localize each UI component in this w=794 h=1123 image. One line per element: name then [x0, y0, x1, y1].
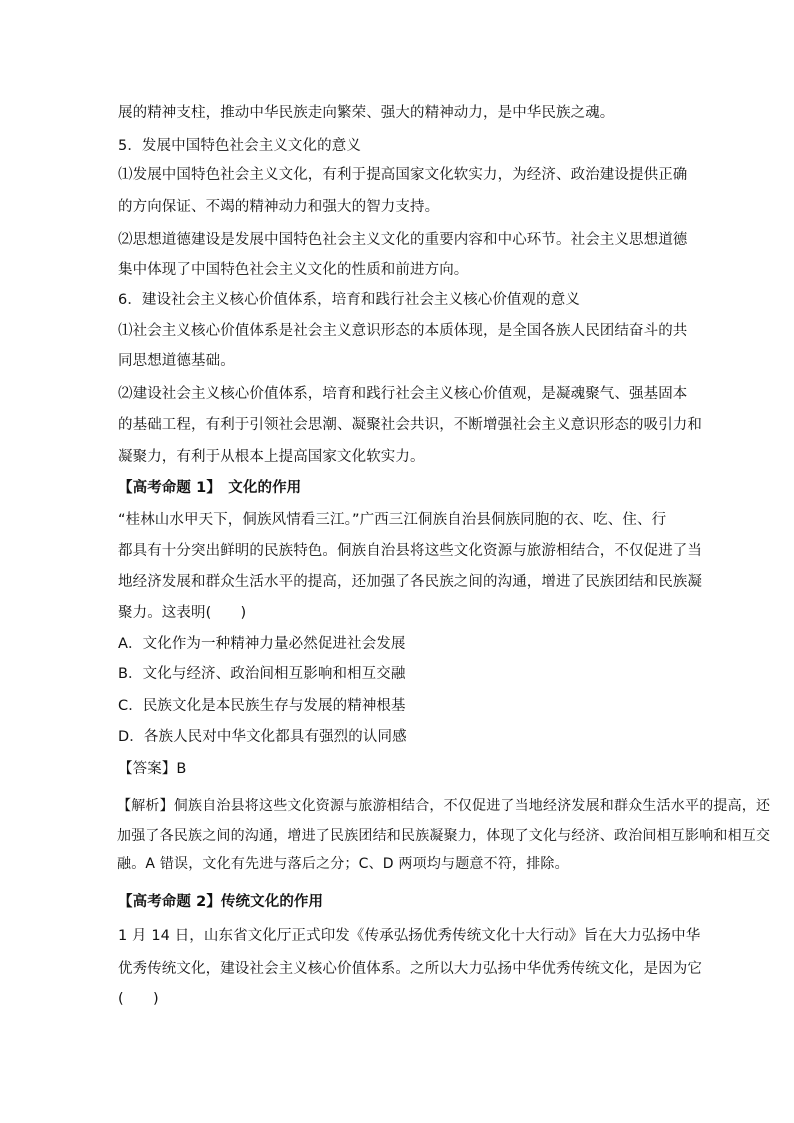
analysis-line: 加强了各民族之间的沟通，增进了民族团结和民族凝聚力，体现了文化与经济、政治间相互影响和相互交	[117, 828, 771, 844]
paragraph-line: ⑵思想道德建设是发展中国特色社会主义文化的重要内容和中心环节。社会主义思想道德	[118, 232, 688, 248]
paragraph-line: 凝聚力，有利于从根本上提高国家文化软实力。	[118, 449, 425, 465]
option-c: C．民族文化是本民族生存与发展的精神根基	[118, 698, 406, 714]
analysis-line: 【解析】侗族自治县将这些文化资源与旅游相结合，不仅促进了当地经济发展和群众生活水平的提高，还	[117, 798, 771, 814]
paragraph-line: 同思想道德基础。	[118, 353, 235, 369]
question2-stem-line: 优秀传统文化，建设社会主义核心价值体系。之所以大力弘扬中华优秀传统文化，是因为它	[118, 961, 702, 977]
paragraph-line: ⑴社会主义核心价值体系是社会主义意识形态的本质体现，是全国各族人民团结奋斗的共	[118, 323, 688, 339]
option-d: D．各族人民对中华文化都具有强烈的认同感	[118, 729, 407, 745]
option-b: B．文化与经济、政治间相互影响和相互交融	[118, 666, 406, 682]
question1-stem-line: “桂林山水甲天下，侗族风情看三江。”广西三江侗族自治县侗族同胞的衣、吃、住、行	[118, 512, 667, 528]
answer-label: 【答案】B	[118, 761, 187, 777]
paragraph-line: ⑴发展中国特色社会主义文化，有利于提高国家文化软实力，为经济、政治建设提供正确	[118, 167, 688, 183]
option-a: A．文化作为一种精神力量必然促进社会发展	[118, 636, 406, 652]
paragraph-line: 集中体现了中国特色社会主义文化的性质和前进方向。	[118, 262, 469, 278]
paragraph-line: 的方向保证、不竭的精神动力和强大的智力支持。	[118, 199, 440, 215]
question1-stem-line: 都具有十分突出鲜明的民族特色。侗族自治县将这些文化资源与旅游相结合，不仅促进了当	[118, 543, 702, 559]
question1-heading: 【高考命题 1】 文化的作用	[118, 480, 302, 496]
paragraph-line: ⑵建设社会主义核心价值体系，培育和践行社会主义核心价值观，是凝魂聚气、强基固本	[118, 386, 688, 402]
section-heading-6: 6．建设社会主义核心价值体系，培育和践行社会主义核心价值观的意义	[118, 292, 580, 308]
paragraph-line: 展的精神支柱，推动中华民族走向繁荣、强大的精神动力，是中华民族之魂。	[118, 105, 615, 121]
analysis-line: 融。A 错误，文化有先进与落后之分；C、D 两项均与题意不符，排除。	[117, 856, 569, 872]
paragraph-line: 的基础工程，有利于引领社会思潮、凝聚社会共识，不断增强社会主义意识形态的吸引力和	[118, 417, 702, 433]
question2-stem-line: 1 月 14 日，山东省文化厅正式印发《传承弘扬优秀传统文化十大行动》旨在大力弘扬中华	[118, 928, 701, 944]
question1-stem-line: 聚力。这表明( )	[118, 605, 247, 621]
question1-stem-line: 地经济发展和群众生活水平的提高，还加强了各民族之间的沟通，增进了民族团结和民族凝	[118, 574, 702, 590]
section-heading-5: 5．发展中国特色社会主义文化的意义	[118, 138, 361, 154]
question2-answer-blank: ( )	[118, 991, 159, 1007]
question2-heading: 【高考命题 2】传统文化的作用	[118, 894, 324, 910]
